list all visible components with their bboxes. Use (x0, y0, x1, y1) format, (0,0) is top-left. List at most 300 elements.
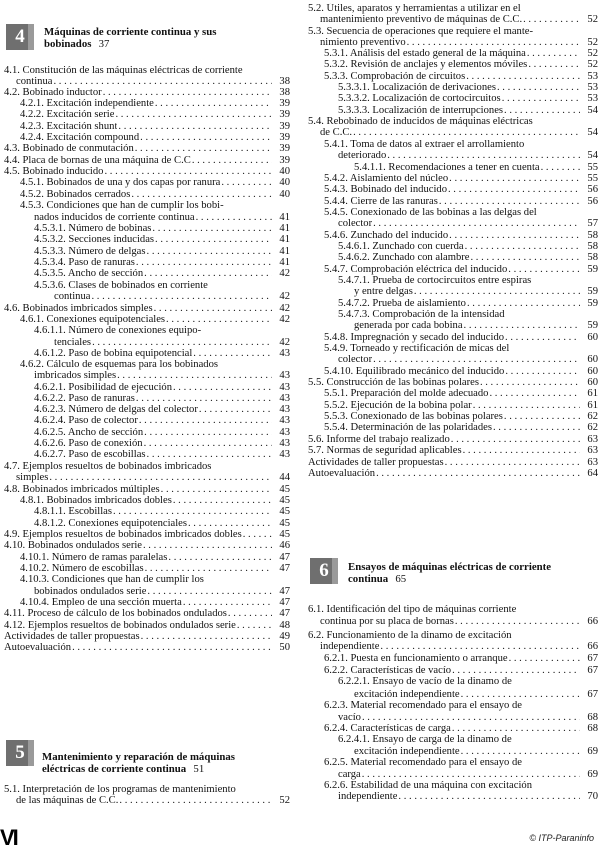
toc-entry[interactable] (308, 298, 598, 309)
dot-leader (117, 121, 272, 132)
toc-entry[interactable] (308, 354, 598, 365)
dot-leader (503, 105, 580, 116)
toc-entry[interactable] (308, 616, 598, 627)
page-number: 59 (587, 286, 598, 297)
chapter-title: eléctricas de corriente continua (42, 763, 187, 775)
dot-leader (236, 620, 272, 631)
page-number: 40 (279, 189, 290, 200)
toc-entry[interactable] (4, 212, 290, 223)
toc-entry-title: generada por cada bobina (354, 320, 463, 331)
toc-entry-title: 5.4.4. Cierre de las ranuras (324, 196, 438, 207)
toc-entry-title: 5.5.1. Preparación del molde adecuado (324, 388, 489, 399)
dot-leader (48, 472, 272, 483)
dot-leader (451, 665, 580, 676)
dot-leader (406, 37, 580, 48)
dot-leader (135, 257, 272, 268)
page-number: 67 (587, 653, 598, 664)
toc-entry[interactable] (4, 795, 290, 806)
toc-entry-title: 6.2.3. Material recomendado para el ensayo de (324, 700, 522, 711)
dot-leader (195, 212, 272, 223)
toc-entry[interactable] (4, 404, 290, 415)
dot-leader (526, 48, 580, 59)
toc-entry[interactable] (4, 257, 290, 268)
dot-leader (52, 76, 272, 87)
chapter-title: continua (348, 573, 389, 585)
dot-leader (450, 434, 580, 445)
toc-entry-title: 4.6.2.5. Ancho de sección (34, 427, 144, 438)
toc-entry-title: de las máquinas de C.C. (16, 795, 119, 806)
toc-entry-title: nimiento preventivo (320, 37, 406, 48)
dot-leader (496, 82, 580, 93)
toc-entry[interactable] (308, 252, 598, 263)
toc-entry[interactable] (4, 337, 290, 348)
toc-entry-title: 5.3.3. Comprobación de circuitos (324, 71, 466, 82)
toc-entry[interactable] (4, 608, 290, 619)
toc-entry[interactable] (4, 784, 290, 795)
toc-entry-title: continua (54, 291, 91, 302)
dot-leader (102, 87, 272, 98)
chapter-6-heading[interactable] (308, 555, 598, 591)
dot-leader (154, 98, 272, 109)
toc-entry[interactable] (308, 150, 598, 161)
dot-leader (462, 445, 580, 456)
publisher-credit: © ITP-Paraninfo (529, 833, 594, 843)
toc-entry[interactable] (308, 377, 598, 388)
toc-entry[interactable] (4, 109, 290, 120)
toc-entry[interactable] (4, 223, 290, 234)
toc-entry[interactable] (308, 264, 598, 275)
toc-entry[interactable] (308, 320, 598, 331)
dot-leader (460, 746, 580, 757)
chapter-4-heading[interactable] (4, 22, 290, 56)
page-number: 42 (279, 303, 290, 314)
toc-entry[interactable] (308, 723, 598, 734)
dot-leader (465, 71, 580, 82)
toc-entry[interactable] (308, 230, 598, 241)
toc-entry[interactable] (308, 241, 598, 252)
toc-entry[interactable] (4, 393, 290, 404)
chapter-number-badge: 4 (6, 24, 34, 50)
toc-entry-title: 4.10.3. Condiciones que han de cumplir los (20, 574, 204, 585)
toc-entry-title: 5.4.9. Torneado y rectificación de micas del (324, 343, 510, 354)
toc-entry[interactable] (308, 757, 598, 768)
toc-entry[interactable] (4, 427, 290, 438)
toc-entry[interactable] (308, 791, 598, 802)
dot-leader (71, 642, 272, 653)
toc-entry-title: 5.4.6.1. Zunchado con cuerda (338, 241, 464, 252)
toc-entry[interactable] (4, 495, 290, 506)
toc-entry[interactable] (308, 422, 598, 433)
toc-entry[interactable] (308, 734, 598, 745)
toc-entry-title: independiente (338, 791, 398, 802)
toc-entry[interactable] (4, 370, 290, 381)
dot-leader (144, 563, 272, 574)
dot-leader (165, 314, 272, 325)
toc-entry[interactable] (308, 604, 598, 615)
toc-entry-title: 4.6.2.3. Número de delgas del colector (34, 404, 198, 415)
dot-leader (182, 597, 272, 608)
toc-entry[interactable] (308, 641, 598, 652)
page-number: 66 (587, 616, 598, 627)
toc-entry[interactable] (308, 400, 598, 411)
toc-entry[interactable] (308, 162, 598, 173)
dot-leader (507, 264, 580, 275)
page-number: 43 (279, 393, 290, 404)
toc-entry[interactable] (308, 207, 598, 218)
toc-entry[interactable] (4, 98, 290, 109)
page-number: 69 (587, 746, 598, 757)
toc-entry-title: 6.2.1. Puesta en funcionamiento o arranque (324, 653, 508, 664)
toc-entry-title: 5.4.7. Comprobación eléctrica del inducido (324, 264, 508, 275)
dot-leader (352, 127, 580, 138)
toc-entry[interactable] (4, 348, 290, 359)
page-number: 45 (279, 518, 290, 529)
page-number: 39 (279, 121, 290, 132)
dot-leader (220, 177, 272, 188)
toc-entry-title: continua por su placa de bornas (320, 616, 454, 627)
toc-entry-title: 4.12. Ejemplos resueltos de bobinados ondulados serie (4, 620, 236, 631)
page-number: 55 (587, 173, 598, 184)
page-number: 39 (279, 132, 290, 143)
toc-entry[interactable] (308, 343, 598, 354)
toc-entry[interactable] (308, 184, 598, 195)
toc-entry[interactable] (308, 665, 598, 676)
toc-entry[interactable] (308, 218, 598, 229)
toc-entry[interactable] (4, 540, 290, 551)
page-number: 38 (279, 87, 290, 98)
toc-entry-title: 5.4.6. Zunchado del inducido (324, 230, 449, 241)
dot-leader (160, 484, 272, 495)
toc-entry[interactable] (4, 234, 290, 245)
toc-entry-title: 4.8.1.1. Escobillas (34, 506, 112, 517)
toc-entry[interactable] (4, 121, 290, 132)
page-number: 52 (587, 14, 598, 25)
toc-entry-title: 5.3.1. Análisis del estado general de la máquina (324, 48, 526, 59)
dot-leader (187, 518, 272, 529)
toc-entry[interactable] (4, 382, 290, 393)
toc-entry[interactable] (308, 780, 598, 791)
dot-leader (134, 143, 272, 154)
dot-leader (143, 268, 272, 279)
toc-entry-title: 5.4.5. Conexionado de las bobinas a las delgas del (324, 207, 537, 218)
chapter-number-badge: 6 (310, 558, 338, 584)
dot-leader (146, 246, 272, 257)
page-number: 47 (279, 586, 290, 597)
toc-entry-title: 5.7. Normas de seguridad aplicables (308, 445, 462, 456)
toc-entry-title: 4.8.1. Bobinados imbricados dobles (20, 495, 172, 506)
page-number: 68 (587, 723, 598, 734)
toc-entry[interactable] (4, 189, 290, 200)
toc-entry-title: 4.1. Constitución de las máquinas eléctricas de corriente (4, 65, 243, 76)
toc-entry[interactable] (4, 280, 290, 291)
page-number: 43 (279, 449, 290, 460)
toc-entry-title: 4.6.2.1. Posibilidad de ejecución (34, 382, 172, 393)
toc-entry[interactable] (4, 563, 290, 574)
toc-entry-title: independiente (320, 641, 380, 652)
toc-entry-title: 4.11. Proceso de cálculo de los bobinados ondulados (4, 608, 227, 619)
page-number: 60 (587, 332, 598, 343)
page-number: 69 (587, 769, 598, 780)
dot-leader (372, 218, 580, 229)
toc-entry[interactable] (4, 461, 290, 472)
page-number: 52 (279, 795, 290, 806)
toc-entry-title: 4.2.4. Excitación compound (20, 132, 140, 143)
toc-entry-title: bobinados ondulados serie (34, 586, 147, 597)
toc-entry-title: 5.4.3. Bobinado del inducido (324, 184, 447, 195)
page-number: 56 (587, 196, 598, 207)
dot-leader (143, 438, 272, 449)
toc-entry[interactable] (308, 769, 598, 780)
toc-entry[interactable] (4, 620, 290, 631)
toc-entry[interactable] (4, 484, 290, 495)
page-number: 58 (587, 241, 598, 252)
toc-entry-title: y entre delgas (354, 286, 413, 297)
page-number: 61 (587, 388, 598, 399)
page-number: 51 (193, 763, 205, 775)
dot-leader (361, 769, 580, 780)
toc-entry[interactable] (4, 506, 290, 517)
toc-entry-title: 4.10.1. Número de ramas paralelas (20, 552, 168, 563)
toc-entry-title: Actividades de taller propuestas (308, 457, 444, 468)
toc-entry[interactable] (4, 472, 290, 483)
page-number: 42 (279, 337, 290, 348)
page-number: 42 (279, 268, 290, 279)
toc-entry-title: excitación independiente (354, 689, 460, 700)
toc-entry-title: 6.2.4.1. Ensayo de carga de la dinamo de (338, 734, 512, 745)
page-number: 67 (587, 689, 598, 700)
toc-entry[interactable] (4, 586, 290, 597)
toc-entry[interactable] (308, 173, 598, 184)
toc-entry-title: 5.4.7.3. Comprobación de la intensidad (338, 309, 505, 320)
page-number: 45 (279, 506, 290, 517)
chapter-5-heading[interactable] (4, 738, 290, 774)
toc-entry[interactable] (308, 127, 598, 138)
toc-entry[interactable] (308, 59, 598, 70)
toc-entry-title: 4.5.3. Condiciones que han de cumplir los bobi- (20, 200, 224, 211)
toc-entry[interactable] (4, 449, 290, 460)
toc-entry-title: 4.10. Bobinados ondulados serie (4, 540, 142, 551)
toc-entry[interactable] (4, 642, 290, 653)
page-number: 64 (587, 468, 598, 479)
toc-entry[interactable] (4, 552, 290, 563)
toc-entry[interactable] (308, 139, 598, 150)
page-number: 67 (587, 665, 598, 676)
toc-entry[interactable] (308, 445, 598, 456)
dot-leader (153, 303, 272, 314)
toc-entry[interactable] (308, 93, 598, 104)
toc-entry-title: 5.3.3.3. Localización de interrupciones (338, 105, 504, 116)
toc-entry-title: 5.5.2. Ejecución de la bobina polar (324, 400, 472, 411)
dot-leader (242, 529, 272, 540)
toc-entry-title: 4.8.1.2. Conexiones equipotenciales (34, 518, 187, 529)
toc-entry-title: tenciales (54, 337, 92, 348)
toc-entry[interactable] (308, 332, 598, 343)
page-number: 54 (587, 127, 598, 138)
page-number: 68 (587, 712, 598, 723)
toc-entry-title: 5.5.4. Determinación de las polaridades (324, 422, 492, 433)
toc-entry[interactable] (4, 132, 290, 143)
toc-entry[interactable] (4, 246, 290, 257)
dot-leader (386, 150, 580, 161)
toc-entry[interactable] (4, 268, 290, 279)
toc-entry[interactable] (308, 37, 598, 48)
page-number: 42 (279, 291, 290, 302)
toc-entry[interactable] (308, 700, 598, 711)
toc-entry[interactable] (308, 275, 598, 286)
dot-leader (167, 552, 272, 563)
dot-leader (413, 286, 580, 297)
page-number: 63 (587, 445, 598, 456)
page-number: 61 (587, 400, 598, 411)
toc-entry[interactable] (308, 48, 598, 59)
dot-leader (447, 184, 580, 195)
toc-entry[interactable] (308, 411, 598, 422)
toc-entry[interactable] (4, 438, 290, 449)
toc-entry[interactable] (308, 196, 598, 207)
toc-entry[interactable] (308, 457, 598, 468)
toc-entry[interactable] (308, 630, 598, 641)
page-number: 70 (587, 791, 598, 802)
toc-entry-title: 5.4.7.1. Prueba de cortocircuitos entre espiras (338, 275, 532, 286)
dot-leader (460, 689, 580, 700)
toc-entry-title: 4.6.2.7. Paso de escobillas (34, 449, 146, 460)
toc-entry[interactable] (4, 529, 290, 540)
dot-leader (504, 332, 580, 343)
page-number: 41 (279, 257, 290, 268)
toc-entry[interactable] (4, 177, 290, 188)
toc-entry-title: 4.5.3.5. Ancho de sección (34, 268, 144, 279)
toc-entry[interactable] (308, 676, 598, 687)
page-number: 41 (279, 234, 290, 245)
toc-entry[interactable] (308, 82, 598, 93)
toc-entry-title: 4.4. Placa de bornas de una máquina de C.C (4, 155, 191, 166)
toc-entry[interactable] (308, 712, 598, 723)
toc-entry-title: 4.5.3.3. Número de delgas (34, 246, 146, 257)
dot-leader (448, 230, 580, 241)
toc-entry[interactable] (4, 76, 290, 87)
toc-entry[interactable] (4, 518, 290, 529)
toc-entry[interactable] (4, 359, 290, 370)
toc-entry[interactable] (308, 3, 598, 14)
dot-leader (142, 540, 272, 551)
toc-entry-title: 4.6.1.1. Número de conexiones equipo- (34, 325, 202, 336)
toc-entry-title: 5.4.1.1. Recomendaciones a tener en cuenta (354, 162, 540, 173)
toc-entry-title: 4.6. Bobinados imbricados simples (4, 303, 153, 314)
page-number: 63 (587, 457, 598, 468)
toc-entry[interactable] (308, 116, 598, 127)
toc-entry[interactable] (308, 653, 598, 664)
toc-entry[interactable] (4, 415, 290, 426)
page-number: 47 (279, 552, 290, 563)
toc-entry-title: 4.5.3.2. Secciones inducidas (34, 234, 155, 245)
page-number: 43 (279, 438, 290, 449)
toc-entry-title: carga (338, 769, 361, 780)
toc-entry[interactable] (308, 746, 598, 757)
toc-entry-title: 5.2. Útiles, aparatos y herramientas a utilizar en el (308, 3, 521, 14)
dot-leader (397, 791, 580, 802)
toc-entry-title: 5.6. Informe del trabajo realizado (308, 434, 450, 445)
toc-entry-title: continua (16, 76, 53, 87)
page-number: 55 (587, 162, 598, 173)
toc-entry-title: 5.5. Construcción de las bobinas polares (308, 377, 479, 388)
toc-entry[interactable] (308, 26, 598, 37)
page-number: 52 (587, 37, 598, 48)
page-number: 53 (587, 71, 598, 82)
dot-leader (130, 189, 272, 200)
page-number: 43 (279, 382, 290, 393)
toc-entry[interactable] (4, 325, 290, 336)
dot-leader (464, 241, 580, 252)
chapter-title: Ensayos de máquinas eléctricas de corriente (348, 561, 552, 573)
toc-entry[interactable] (4, 143, 290, 154)
dot-leader (135, 393, 272, 404)
toc-entry[interactable] (308, 689, 598, 700)
toc-entry-title: colector (338, 218, 373, 229)
dot-leader (444, 457, 580, 468)
toc-entry-title: vacío (338, 712, 361, 723)
toc-entry-title: 6.2.2.1. Ensayo de vacío de la dinamo de (338, 676, 512, 687)
page-number: 62 (587, 411, 598, 422)
toc-entry[interactable] (308, 309, 598, 320)
page-number: 52 (587, 59, 598, 70)
toc-entry[interactable] (308, 71, 598, 82)
toc-entry[interactable] (308, 286, 598, 297)
toc-entry[interactable] (4, 291, 290, 302)
toc-entry[interactable] (4, 65, 290, 76)
toc-entry[interactable] (308, 388, 598, 399)
toc-entry-title: 4.6.2. Cálculo de esquemas para los bobinados (20, 359, 219, 370)
toc-entry-title: simples (16, 472, 49, 483)
page-number: 45 (279, 484, 290, 495)
toc-entry[interactable] (308, 468, 598, 479)
page-number: 43 (279, 415, 290, 426)
toc-entry-title: 5.1. Interpretación de los programas de mantenimiento (4, 784, 236, 795)
page-number: 59 (587, 264, 598, 275)
toc-entry[interactable] (308, 14, 598, 25)
dot-leader (508, 653, 580, 664)
toc-entry[interactable] (4, 631, 290, 642)
dot-leader (463, 320, 580, 331)
toc-entry[interactable] (4, 597, 290, 608)
toc-entry[interactable] (308, 366, 598, 377)
toc-entry[interactable] (4, 155, 290, 166)
dot-leader (118, 795, 272, 806)
toc-entry[interactable] (4, 314, 290, 325)
toc-entry[interactable] (4, 574, 290, 585)
toc-entry-title: deteriorado (338, 150, 387, 161)
chapter-title: bobinados (44, 38, 92, 50)
toc-entry-title: 4.6.1. Conexiones equipotenciales (20, 314, 166, 325)
dot-leader (466, 298, 580, 309)
page-number: 37 (98, 38, 110, 50)
toc-entry-title: 4.6.2.6. Paso de conexión (34, 438, 143, 449)
toc-entry[interactable] (4, 87, 290, 98)
toc-entry[interactable] (4, 303, 290, 314)
page-number: 42 (279, 314, 290, 325)
toc-entry[interactable] (4, 200, 290, 211)
toc-entry-title: 5.4.7.2. Prueba de aislamiento (338, 298, 466, 309)
toc-entry[interactable] (308, 434, 598, 445)
dot-leader (154, 234, 272, 245)
toc-entry[interactable] (308, 105, 598, 116)
dot-leader (540, 162, 580, 173)
dot-leader (91, 337, 272, 348)
toc-entry-title: 5.4.6.2. Zunchado con alambre (338, 252, 470, 263)
toc-entry-title: 4.5.3.4. Paso de ranuras (34, 257, 135, 268)
page-number: 41 (279, 246, 290, 257)
toc-entry[interactable] (4, 166, 290, 177)
page-number: 53 (587, 82, 598, 93)
